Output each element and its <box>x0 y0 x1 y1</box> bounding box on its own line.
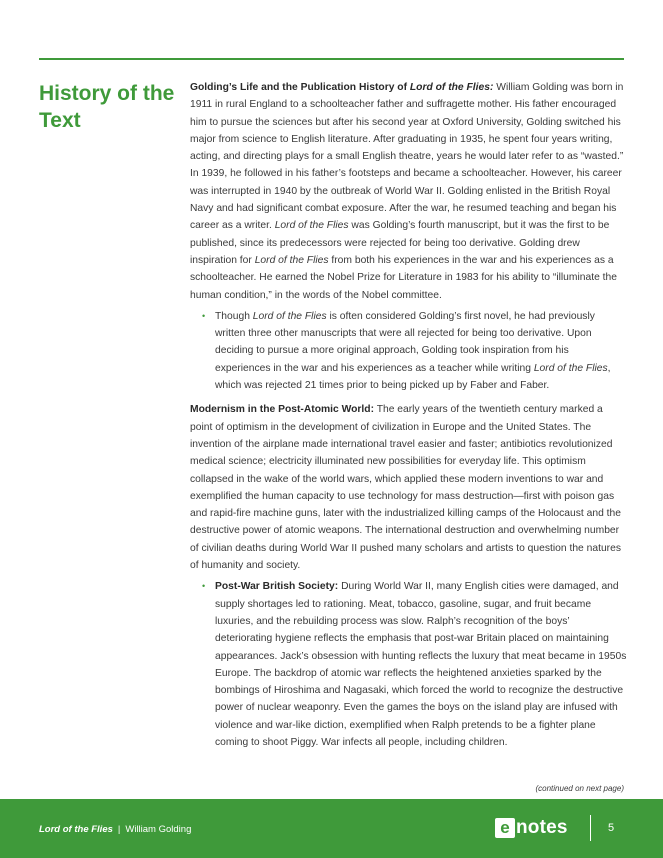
footer-bar <box>0 799 663 858</box>
list-item: • Though Lord of the Flies is often considered Golding’s first novel, he had previously written three other manuscripts that were all rejected for being too derivative. Upon deciding to pursue a more original approach, Golding took inspiration from his experiences in the war and his experiences as a teacher while writing Lord of the Flies, which was rejected 21 times prior to being picked up by Faber and Faber. <box>215 308 627 394</box>
section-golding-life: Golding’s Life and the Publication History of Lord of the Flies: William Golding was born in 1911 in rural England to a schoolteacher father and suffragette mother. His father encouraged him to pursue the sciences but after his second year at Oxford University, Golding switched his major from science to English literature. After graduating in 1935, he spent four years writing, acting, and directing plays for a small English theatre, years he would later refer to as “wasted.” In 1939, he followed in his father’s footsteps and became a schoolteacher. However, his career was interrupted in 1940 by the outbreak of World War II. Golding enlisted in the British Royal Navy and had significant combat exposure. After the war, he resumed teaching and began his career as a writer. Lord of the Flies was Golding’s fourth manuscript, but it was the first to be published, since its predecessors were rejected for being too derivative. Golding drew inspiration for Lord of the Flies from both his experiences in the war and his experiences as a schoolteacher. He earned the Nobel Prize for Literature in 1983 for his ability to “illuminate the human condition,” in the words of the Nobel committee. <box>190 82 624 301</box>
book-title: Lord of the Flies <box>39 824 113 835</box>
footer-divider <box>590 815 591 841</box>
continued-note: (continued on next page) <box>535 784 624 793</box>
top-divider <box>39 58 624 60</box>
section-heading: Golding’s Life and the Publication History of Lord of the Flies: <box>190 82 494 93</box>
bullet-list <box>190 578 627 751</box>
bullet-icon: • <box>202 581 206 592</box>
enotes-e-icon: e <box>495 818 515 838</box>
enotes-logo[interactable] <box>495 817 568 839</box>
page-title: History of the Text <box>39 82 175 132</box>
section-heading: Modernism in the Post-Atomic World: <box>190 404 375 416</box>
book-author: William Golding <box>125 824 192 835</box>
bullet-list <box>190 308 627 394</box>
logo-word: notes <box>516 817 568 838</box>
page-number: 5 <box>608 822 615 834</box>
section-modernism: Modernism in the Post-Atomic World: The early years of the twentieth century marked a point of optimism in the development of civilization in Europe and the United States. The invention of the airplane made international travel easier and faster; antibiotics revolutionized medical science; electricity illuminated new possibilities for everyday life. This optimism collapsed in the wake of the world wars, which applied these modern inventions to war and exemplified the human capacity to use technology for mass destruction—first with poison gas and rapid-fire machine guns, later with the industrialized killing camps of the Holocaust and the destructive power of atomic weapons. The international destruction and overwhelming number of civilian deaths during World War II pushed many scholars and artists to question the natures of humanity and society. <box>190 404 621 572</box>
bullet-icon: • <box>202 310 206 321</box>
footer-book-info: Lord of the Flies | William Golding <box>39 824 192 835</box>
list-item: • Post-War British Society: During World War II, many English cities were damaged, and supply shortages led to rationing. Meat, tobacco, gasoline, sugar, and fruit became luxuries, and the rebuilding process was slow. Ralph’s recognition of the boys’ deteriorating hygiene reflects the emphasis that post-war Britain placed on maintaining appearances. Jack’s obsession with hunting reflects the luxury that meat became in 1950s Europe. The backdrop of atomic war reflects the heightened anxieties sparked by the bombings of Hiroshima and Nagasaki, which forced the world to recognize the destructive power of nuclear weaponry. Even the games the boys on the island play are infused with violence and war-like diction, exemplified when Ralph pretends to be a fighter plane coming to shoot Piggy. War infects all people, including children. <box>215 578 627 751</box>
main-content <box>190 79 627 758</box>
